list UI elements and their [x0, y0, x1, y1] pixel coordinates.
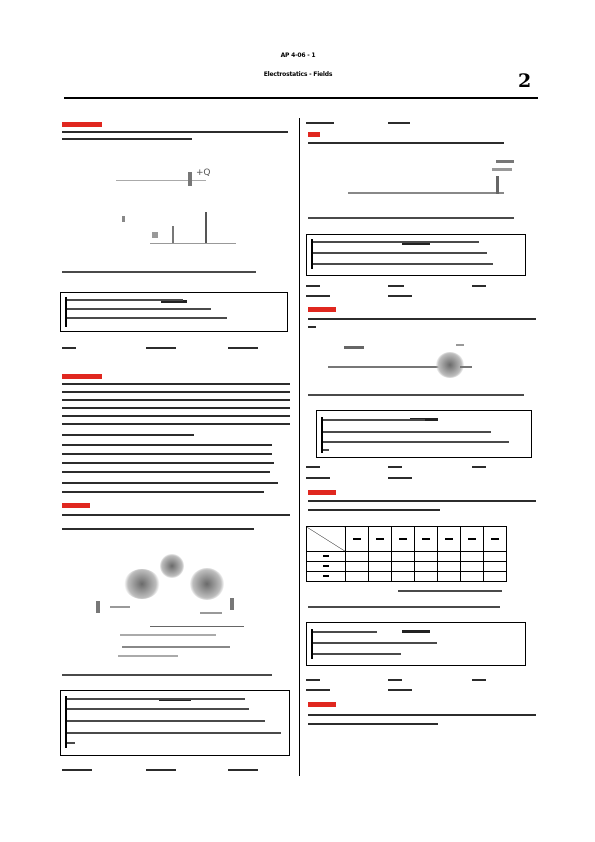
q1-figure-dash	[188, 172, 192, 186]
q1-answer-box	[60, 292, 288, 332]
q1-figure-label: +Q	[196, 168, 211, 178]
q2-option	[65, 720, 265, 722]
q3-footer	[306, 295, 330, 297]
q5-table-row	[307, 562, 507, 572]
q2-option	[65, 732, 281, 734]
header-line-2: Electrostatics - Fields	[263, 71, 333, 78]
q2-paragraph-line	[62, 383, 290, 385]
q1-option	[65, 317, 227, 319]
q1-figure-baseline	[150, 243, 236, 244]
q2-footer	[62, 769, 92, 771]
q2-paragraph-line	[62, 423, 290, 425]
q5-footer	[306, 689, 330, 691]
q3-figure-mark	[492, 168, 512, 171]
q5-table-corner	[307, 527, 346, 552]
q4-option	[321, 431, 491, 433]
q3-footer	[472, 285, 486, 287]
q2-sub-tag-marker	[62, 503, 90, 508]
q2-figure-mark	[200, 612, 222, 614]
q2-paragraph-line	[62, 415, 290, 417]
q5-footer	[388, 679, 402, 681]
q4-figure-tick	[456, 344, 464, 346]
q2-figure-line	[150, 626, 244, 627]
q1-figure-tick	[122, 216, 125, 222]
q4-footer	[306, 466, 320, 468]
q2-sub-text-line	[62, 528, 254, 530]
q4-footer	[306, 477, 330, 479]
q2-paragraph-line	[62, 391, 290, 393]
q2-figure-mark	[120, 634, 216, 636]
q1-option	[65, 299, 183, 301]
q5-table-header-cell	[438, 527, 461, 552]
q2-sub-text-line	[62, 514, 290, 516]
q3-footer	[388, 295, 412, 297]
q1-figure-stem	[205, 212, 207, 244]
q5-table-row	[307, 552, 507, 562]
q5-option	[311, 653, 401, 655]
q5-answer-head	[402, 630, 430, 633]
q2-answer-box	[60, 690, 290, 756]
q4-prompt-line	[308, 394, 524, 396]
q4-figure-line	[328, 366, 440, 368]
q2-option	[65, 708, 249, 710]
q5-table-header-cell	[415, 527, 438, 552]
q2-option	[65, 698, 245, 700]
q2-paragraph-line	[62, 399, 290, 401]
q2-paragraph-line	[62, 491, 264, 493]
q4-figure-label-mark	[344, 346, 364, 349]
q2-figure-charge	[160, 554, 184, 578]
q5-table-row	[307, 572, 507, 582]
q2-paragraph-line	[62, 462, 274, 464]
q2-figure-post	[96, 601, 100, 613]
q3-option	[311, 263, 493, 265]
q4-option	[321, 441, 509, 443]
header-line-1: AP 4-06 - 1	[280, 52, 316, 59]
q5-option-marker	[311, 629, 313, 659]
q2-paragraph-line	[62, 407, 290, 409]
q5-footer	[306, 679, 320, 681]
q3-figure-line	[348, 192, 504, 194]
q6-stem-line	[308, 714, 536, 716]
q1-option-marker	[65, 297, 67, 327]
q3-option-marker	[311, 239, 313, 269]
q4-stem-line	[308, 326, 316, 328]
q5-option	[311, 631, 377, 633]
q4-figure-arrow	[460, 366, 472, 368]
q2-figure-mark	[118, 655, 178, 657]
top-footer	[306, 122, 334, 124]
top-footer	[388, 122, 410, 124]
q5-table-header-row	[307, 527, 507, 552]
q4-answer-box	[316, 410, 532, 458]
q1-stem-line	[62, 138, 192, 140]
q3-option	[311, 241, 479, 243]
q3-footer	[306, 285, 320, 287]
q5-table-caption	[398, 590, 502, 592]
header-rule	[64, 97, 538, 99]
q2-figure-mark	[110, 606, 130, 608]
q5-footer	[472, 679, 486, 681]
q5-data-table	[306, 526, 507, 582]
q2-option-marker	[65, 696, 67, 748]
q3-stem-line	[308, 142, 504, 144]
q4-footer	[388, 477, 412, 479]
q1-prompt-line	[62, 271, 256, 273]
q5-prompt-line	[308, 606, 500, 608]
q3-answer-box	[306, 234, 526, 276]
q5-option	[311, 642, 437, 644]
q5-tag-marker	[308, 490, 336, 495]
q2-footer	[146, 769, 176, 771]
q2-footer	[228, 769, 258, 771]
q2-paragraph-line	[62, 434, 194, 436]
q5-stem-line	[308, 509, 440, 511]
q1-option	[65, 308, 211, 310]
q1-footer	[62, 347, 76, 349]
q1-stem-line	[62, 131, 288, 133]
q2-paragraph-line	[62, 482, 278, 484]
q5-footer	[388, 689, 412, 691]
q3-figure-post	[496, 176, 499, 194]
q4-figure-charge	[436, 352, 464, 378]
q5-answer-box	[306, 622, 526, 666]
q3-tag-marker	[308, 132, 320, 137]
q3-figure-mark	[496, 160, 514, 163]
q2-prompt-line	[62, 674, 272, 676]
q5-table-header-cell	[346, 527, 369, 552]
q2-figure-charge	[190, 568, 224, 600]
q6-tag-marker	[308, 702, 336, 707]
column-divider	[299, 118, 300, 776]
q5-table-header-cell	[369, 527, 392, 552]
q6-stem-line	[308, 723, 438, 725]
q3-option	[311, 252, 487, 254]
q4-tag-marker	[308, 307, 336, 312]
q1-figure-axis	[116, 180, 206, 181]
q5-table-header-cell	[392, 527, 415, 552]
q2-paragraph-line	[62, 444, 272, 446]
q2-paragraph-line	[62, 453, 272, 455]
q5-table-header-cell	[461, 527, 484, 552]
q4-option	[321, 419, 425, 421]
q3-prompt-line	[308, 217, 514, 219]
q1-figure-node	[152, 232, 158, 238]
q2-tag-marker	[62, 374, 102, 379]
q4-footer	[472, 466, 486, 468]
q2-figure-mark	[122, 646, 230, 648]
q4-stem-line	[308, 318, 536, 320]
q1-footer	[146, 347, 176, 349]
q3-footer	[388, 285, 404, 287]
q2-figure-post	[230, 598, 234, 610]
q5-table-header-cell	[484, 527, 507, 552]
q1-figure-stem	[172, 226, 174, 244]
page-number: 2	[518, 70, 532, 92]
q4-option-marker	[321, 417, 323, 453]
q2-paragraph-line	[62, 471, 270, 473]
q5-stem-line	[308, 500, 536, 502]
q2-figure-charge	[124, 569, 160, 599]
q1-footer	[228, 347, 258, 349]
q4-footer	[388, 466, 402, 468]
